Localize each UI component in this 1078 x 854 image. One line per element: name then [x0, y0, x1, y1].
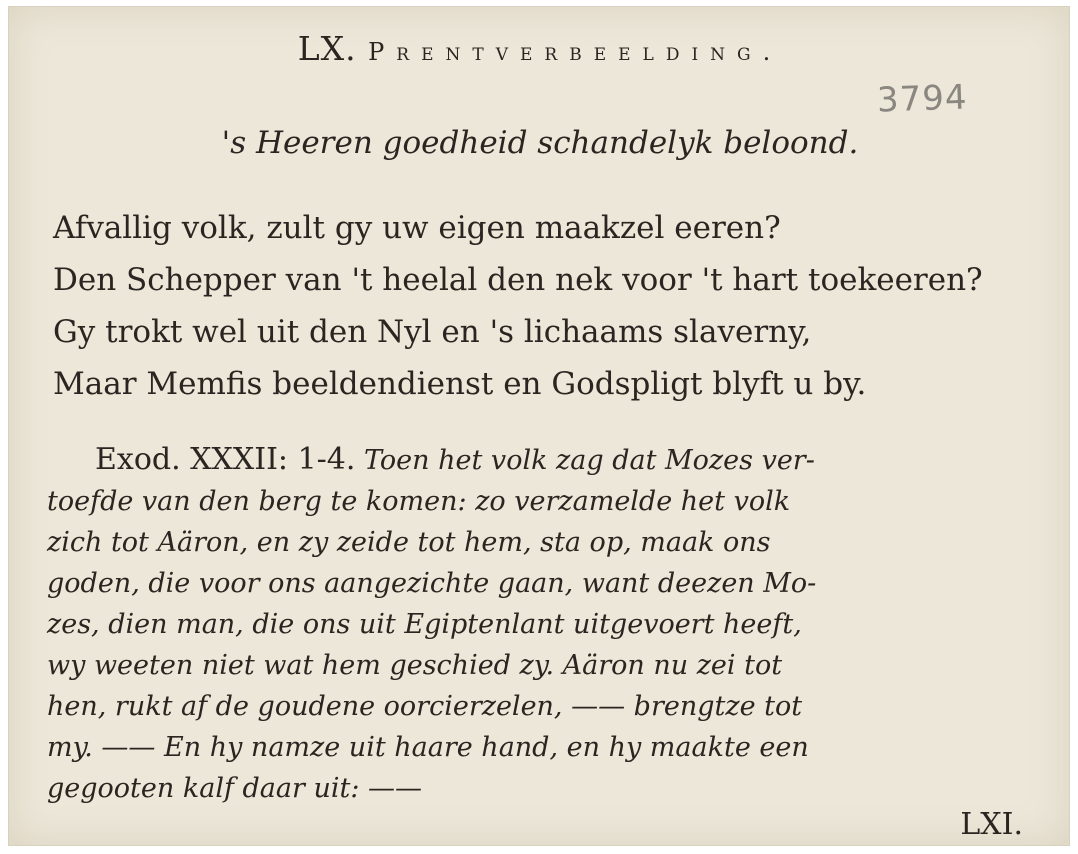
prose-line	[47, 604, 1032, 645]
prose-text: Toen het volk zag dat Mozes ver-	[364, 445, 815, 476]
prose-text: toefde van den berg te komen: zo verzamelde het volk	[47, 486, 791, 517]
prose-text: goden, die voor ons aangezichte gaan, want deezen Mo-	[47, 568, 817, 599]
inventory-number: 3794	[876, 77, 969, 121]
section-heading	[9, 29, 1071, 68]
prose-line	[47, 522, 1032, 563]
section-title: Prentverbeelding.	[368, 38, 783, 66]
prose-text: zich tot Aäron, en zy zeide tot hem, sta op, maak ons	[47, 527, 771, 558]
prose-text: zes, dien man, die ons uit Egiptenlant uitgevoert heeft,	[47, 609, 802, 640]
prose-line	[47, 481, 1032, 522]
prose-line	[47, 563, 1032, 604]
prose-line	[47, 439, 1032, 481]
prose-text: my. —— En hy namze uit haare hand, en hy maakte een	[47, 732, 809, 763]
scripture-reference: Exod. XXXII: 1-4.	[95, 442, 356, 477]
prose-text: hen, rukt af de goudene oorcierzelen, —— brengtze tot	[47, 691, 803, 722]
prose-line	[47, 768, 1032, 809]
prose-text: wy weeten niet wat hem geschied zy. Aäron nu zei tot	[47, 650, 783, 681]
section-number: LX.	[297, 29, 357, 68]
verse-line: Maar Memfis beeldendienst en Godspligt blyft u by.	[53, 366, 867, 402]
verse-line: Afvallig volk, zult gy uw eigen maakzel eeren?	[53, 210, 781, 246]
verse-line: Gy trokt wel uit den Nyl en 's lichaams slaverny,	[53, 314, 812, 350]
catchword: LXI.	[960, 807, 1023, 842]
prose-line	[47, 686, 1032, 727]
scripture-passage	[47, 439, 1032, 809]
verse-block	[53, 202, 1053, 410]
subtitle: 's Heeren goedheid schandelyk beloond.	[221, 125, 859, 161]
prose-text: gegooten kalf daar uit: ——	[47, 773, 423, 804]
verse-line: Den Schepper van 't heelal den nek voor 't hart toekeeren?	[53, 262, 983, 298]
prose-line	[47, 727, 1032, 768]
page-sheet	[8, 6, 1070, 846]
prose-line	[47, 645, 1032, 686]
